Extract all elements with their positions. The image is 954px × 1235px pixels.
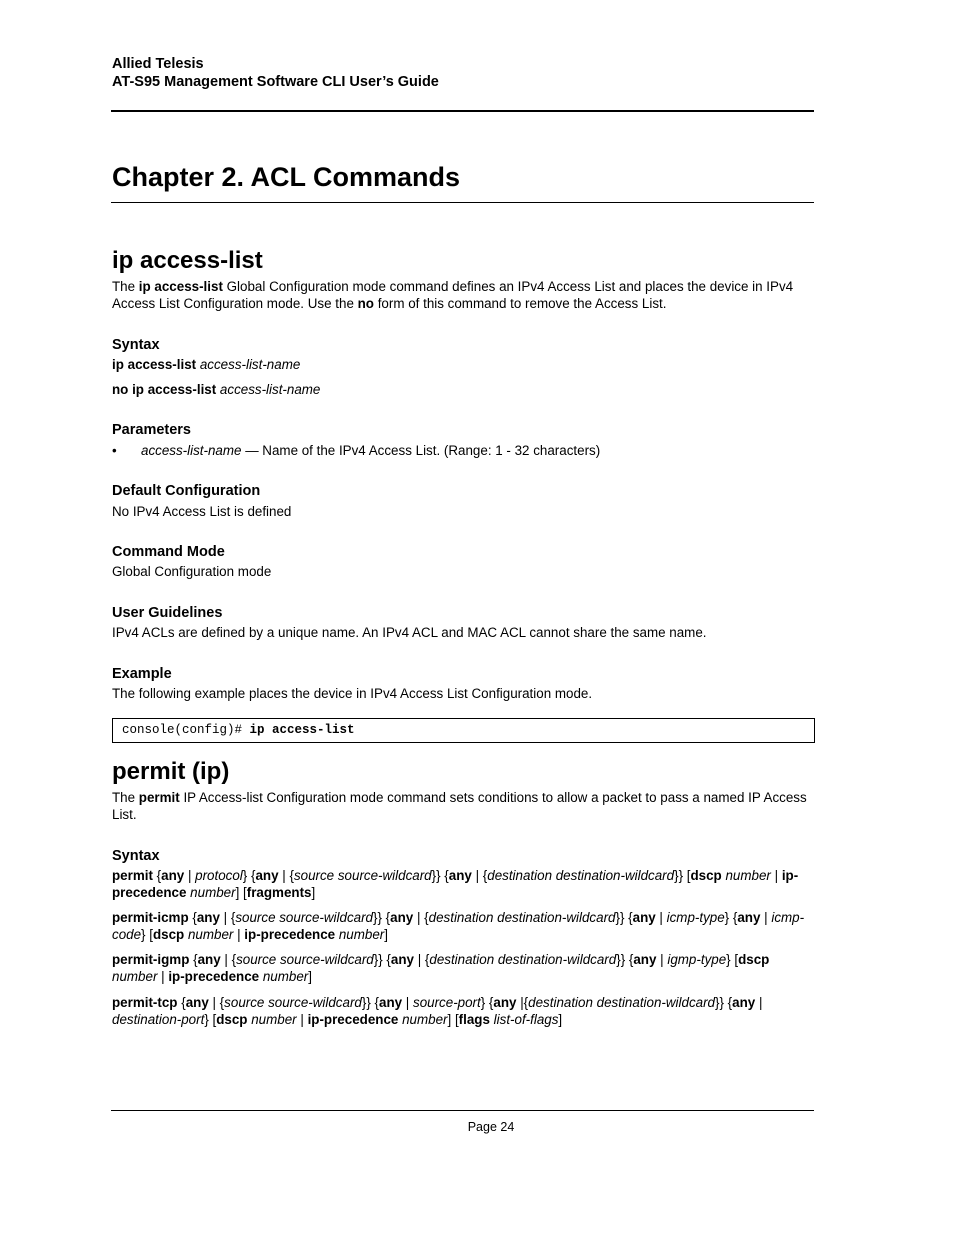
syntax-punctuation: | { [413,910,429,925]
syntax-punctuation: { [189,952,198,967]
syntax-keyword: ip-precedence [307,1012,399,1027]
syntax-keyword: any [737,910,761,925]
syntax-line: no ip access-list access-list-name [112,382,321,397]
syntax-keyword: any [732,995,756,1010]
default-config-text: No IPv4 Access List is defined [112,504,292,519]
example-text: The following example places the device in IPv4 Access List Configuration mode. [112,686,593,701]
syntax-punctuation: | [184,868,196,883]
syntax-punctuation: { [177,995,186,1010]
default-config-heading: Default Configuration [112,483,261,499]
permit-syntax-line [112,994,812,1028]
user-guidelines-text: IPv4 ACLs are defined by a unique name. An IPv4 ACL and MAC ACL cannot share the same name. [112,625,707,640]
syntax-punctuation: | { [219,910,236,925]
syntax-punctuation: | [770,868,782,883]
syntax-keyword: any [185,995,209,1010]
syntax-punctuation: }} { [431,868,449,883]
ip-access-list-description: The ip access-list Global Configuration mode command defines an IPv4 Access List and places the device in IPv4 Access List Configuration mode. Use the no form of this command to remove the Access List. [112,279,794,311]
syntax-keyword: fragments [246,885,312,900]
syntax-keyword: any [632,910,656,925]
syntax-argument: number [262,969,309,984]
syntax-punctuation: | [402,995,413,1010]
syntax-keyword: any [390,952,414,967]
syntax-argument: source source-wildcard [236,952,374,967]
syntax-punctuation: }} [ [674,868,691,883]
syntax-keyword: permit-icmp [112,910,189,925]
syntax-punctuation: ] [558,1012,563,1027]
syntax-punctuation: }} { [715,995,733,1010]
syntax-keyword: any [390,910,414,925]
parameter-item: access-list-name — Name of the IPv4 Access List. (Range: 1 - 32 characters) [141,443,601,458]
permit-syntax-line [112,909,812,943]
syntax-heading: Syntax [112,337,160,353]
syntax-argument: protocol [195,868,243,883]
syntax-argument: number [112,969,158,984]
syntax-argument: source-port [413,995,481,1010]
code-line [122,723,355,738]
syntax-argument: number [190,885,236,900]
syntax-punctuation: }} { [615,910,633,925]
syntax-argument: destination destination-wildcard [528,995,715,1010]
syntax-punctuation: } { [480,995,494,1010]
syntax-punctuation: } { [242,868,256,883]
syntax-keyword: permit-igmp [112,952,190,967]
syntax-punctuation: { [152,868,162,883]
syntax-argument: number [187,927,234,942]
command-mode-text: Global Configuration mode [112,564,272,579]
syntax-keyword: any [196,910,220,925]
permit-syntax-line [112,867,812,901]
header-rule [111,110,814,112]
syntax-argument: source source-wildcard [224,995,362,1010]
syntax-argument: number [338,927,385,942]
syntax-line: ip access-list access-list-name [112,357,301,372]
syntax-punctuation: | [760,910,772,925]
syntax-punctuation: }} { [616,952,634,967]
chapter-title: Chapter 2. ACL Commands [112,162,461,192]
code-command: ip access-list [249,723,355,737]
syntax-argument: number [725,868,771,883]
syntax-punctuation: ] [ [235,885,247,900]
syntax-argument: number [402,1012,448,1027]
syntax-punctuation: ] [384,927,388,942]
syntax-punctuation: | { [220,952,237,967]
bullet-marker: • [112,443,117,458]
syntax-keyword: flags [458,1012,490,1027]
user-guidelines-heading: User Guidelines [112,605,223,621]
syntax-argument: list-of-flags [493,1012,559,1027]
permit-syntax-line [112,951,812,985]
syntax-punctuation: ] [308,969,312,984]
code-prompt: console(config)# [122,723,250,737]
syntax-punctuation: | { [208,995,225,1010]
syntax-keyword: ip-precedence [244,927,336,942]
syntax-keyword: any [255,868,279,883]
permit-ip-description: The permit IP Access-list Configuration mode command sets conditions to allow a packet to pass a named IP Access List. [112,790,807,822]
syntax-keyword: any [448,868,472,883]
syntax-punctuation: | { [413,952,430,967]
syntax-punctuation: }} { [373,952,391,967]
syntax-punctuation: | [233,927,245,942]
section-title-ip-access-list: ip access-list [112,247,263,274]
syntax-punctuation: |{ [516,995,529,1010]
header-guide-title: AT-S95 Management Software CLI User’s Guide [112,74,439,90]
syntax-punctuation: } [ [204,1012,217,1027]
syntax-argument: icmp-type [666,910,725,925]
syntax-keyword: any [379,995,403,1010]
syntax-keyword: dscp [738,952,770,967]
syntax-keyword: dscp [216,1012,248,1027]
header-company: Allied Telesis [112,56,204,72]
syntax-keyword: ip-precedence [112,868,799,900]
command-mode-heading: Command Mode [112,544,225,560]
syntax-punctuation: | { [471,868,488,883]
syntax-punctuation: | [656,952,668,967]
syntax-punctuation: | [655,910,667,925]
syntax-punctuation: | [755,995,763,1010]
syntax-keyword: ip-precedence [168,969,260,984]
syntax-keyword: any [633,952,657,967]
syntax-argument: source source-wildcard [293,868,432,883]
syntax-punctuation: | [296,1012,308,1027]
footer-rule [111,1110,814,1111]
example-code-box [112,718,815,743]
syntax-argument: destination-port [112,1012,205,1027]
chapter-rule [111,202,814,203]
syntax-punctuation: ] [311,885,316,900]
syntax-argument: icmp-code [112,910,805,942]
permit-syntax-heading: Syntax [112,848,160,864]
syntax-keyword: any [493,995,517,1010]
section-title-permit-ip: permit (ip) [112,758,230,785]
example-heading: Example [112,666,172,682]
syntax-punctuation: } { [724,910,738,925]
syntax-punctuation: }} { [361,995,379,1010]
syntax-punctuation: { [188,910,197,925]
syntax-argument: number [251,1012,297,1027]
page-number: Page 24 [467,1120,515,1134]
syntax-keyword: dscp [690,868,722,883]
syntax-punctuation: }} { [373,910,391,925]
syntax-argument: destination destination-wildcard [428,910,616,925]
syntax-argument: igmp-type [667,952,727,967]
syntax-argument: destination destination-wildcard [487,868,675,883]
parameters-heading: Parameters [112,422,191,438]
syntax-punctuation: | { [278,868,294,883]
syntax-keyword: permit [112,868,153,883]
syntax-punctuation: } [ [726,952,739,967]
syntax-punctuation: } [ [141,927,153,942]
syntax-keyword: permit-tcp [112,995,178,1010]
syntax-punctuation: ] [ [447,1012,459,1027]
syntax-punctuation: | [157,969,169,984]
syntax-keyword: any [161,868,185,883]
syntax-argument: source source-wildcard [235,910,374,925]
syntax-keyword: any [197,952,221,967]
syntax-argument: destination destination-wildcard [429,952,617,967]
syntax-keyword: dscp [152,927,185,942]
